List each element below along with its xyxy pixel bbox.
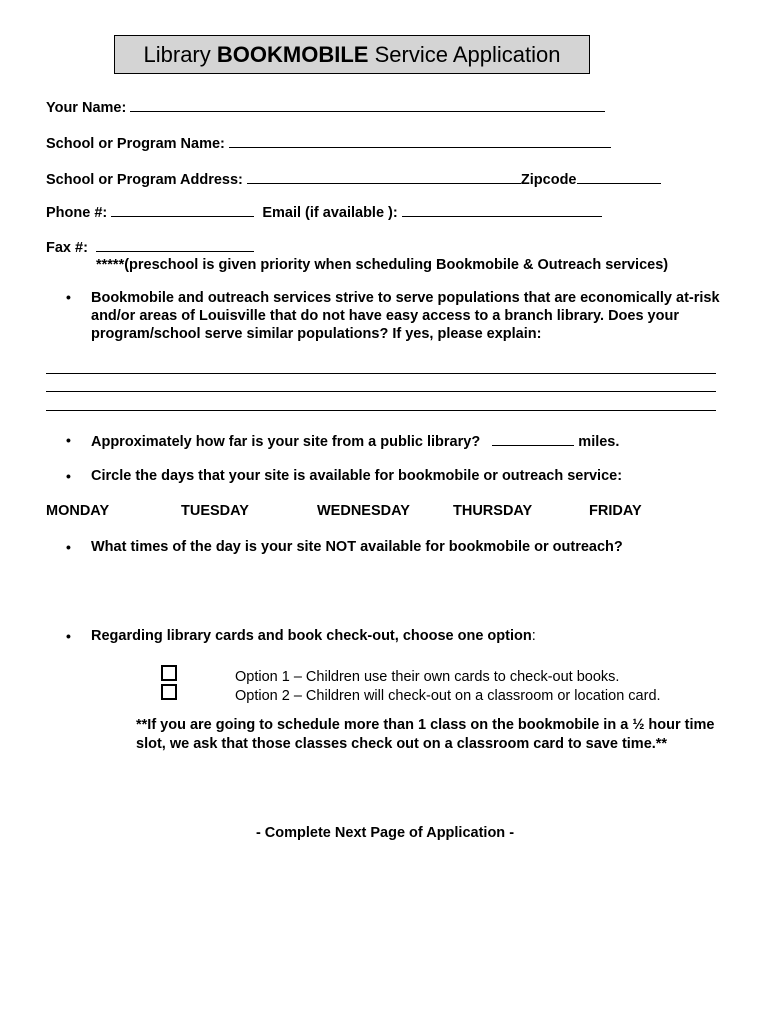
your-name-field[interactable]: [130, 98, 605, 112]
zipcode-field[interactable]: [577, 170, 661, 184]
address-label: School or Program Address:: [46, 172, 243, 188]
bullet-icon: •: [66, 628, 71, 644]
footer-note: - Complete Next Page of Application -: [255, 825, 515, 841]
bullet-icon: •: [66, 468, 71, 484]
distance-label: Approximately how far is your site from a public library?: [91, 434, 481, 450]
phone-email-row: [46, 203, 602, 221]
phone-field[interactable]: [111, 203, 254, 217]
option-1-checkbox[interactable]: [161, 665, 177, 681]
question-unavailable-times: What times of the day is your site NOT available for bookmobile or outreach?: [91, 539, 623, 555]
fax-label: Fax #:: [46, 240, 88, 256]
your-name-row: [46, 98, 605, 116]
fax-field[interactable]: [96, 238, 254, 252]
question-distance: [91, 432, 619, 450]
bullet-icon: •: [66, 539, 71, 555]
option-2-checkbox[interactable]: [161, 684, 177, 700]
day-tuesday[interactable]: TUESDAY: [181, 503, 249, 519]
zipcode-label: Zipcode: [520, 172, 577, 188]
title-strong: BOOKMOBILE: [216, 41, 369, 67]
day-monday[interactable]: MONDAY: [46, 503, 110, 519]
day-wednesday[interactable]: WEDNESDAY: [317, 503, 410, 519]
option-2-label: Option 2 – Children will check-out on a classroom or location card.: [235, 688, 661, 704]
fax-row: [46, 238, 254, 256]
answer-line-1[interactable]: [46, 373, 716, 374]
priority-note: *****(preschool is given priority when scheduling Bookmobile & Outreach services): [96, 257, 669, 273]
cards-colon: :: [531, 628, 536, 644]
email-field[interactable]: [402, 203, 602, 217]
school-name-field[interactable]: [229, 134, 611, 148]
day-thursday[interactable]: THURSDAY: [453, 503, 533, 519]
answer-line-2[interactable]: [46, 391, 716, 392]
page-title: [114, 35, 590, 74]
question-cards: [91, 628, 536, 644]
email-label: Email (if available ):: [262, 205, 398, 221]
title-suffix: Service Application: [374, 41, 561, 67]
phone-label: Phone #:: [46, 205, 108, 221]
miles-label: miles.: [578, 434, 620, 450]
class-note: **If you are going to schedule more than 1 class on the bookmobile in a ½ hour time slot, we ask that those classes check out on a classroom card to save time.**: [136, 717, 715, 752]
title-prefix: Library: [143, 41, 211, 67]
school-name-label: School or Program Name:: [46, 136, 225, 152]
option-1-label: Option 1 – Children use their own cards to check-out books.: [235, 669, 620, 685]
day-friday[interactable]: FRIDAY: [589, 503, 642, 519]
cards-label: Regarding library cards and book check-out, choose one option: [91, 628, 532, 644]
bullet-icon: •: [66, 289, 71, 305]
address-row: [46, 170, 661, 188]
bullet-icon: •: [66, 432, 71, 448]
answer-line-3[interactable]: [46, 410, 716, 411]
question-days: Circle the days that your site is available for bookmobile or outreach service:: [91, 468, 623, 484]
distance-field[interactable]: [492, 432, 574, 446]
your-name-label: Your Name:: [46, 100, 127, 116]
school-name-row: [46, 134, 611, 152]
question-populations: Bookmobile and outreach services strive to serve populations that are economically at-risk and/or areas of Louisville that do not have easy access to a branch library. Does your program/school serve similar populations? If yes, please explain:: [91, 290, 720, 342]
address-field[interactable]: [247, 170, 521, 184]
